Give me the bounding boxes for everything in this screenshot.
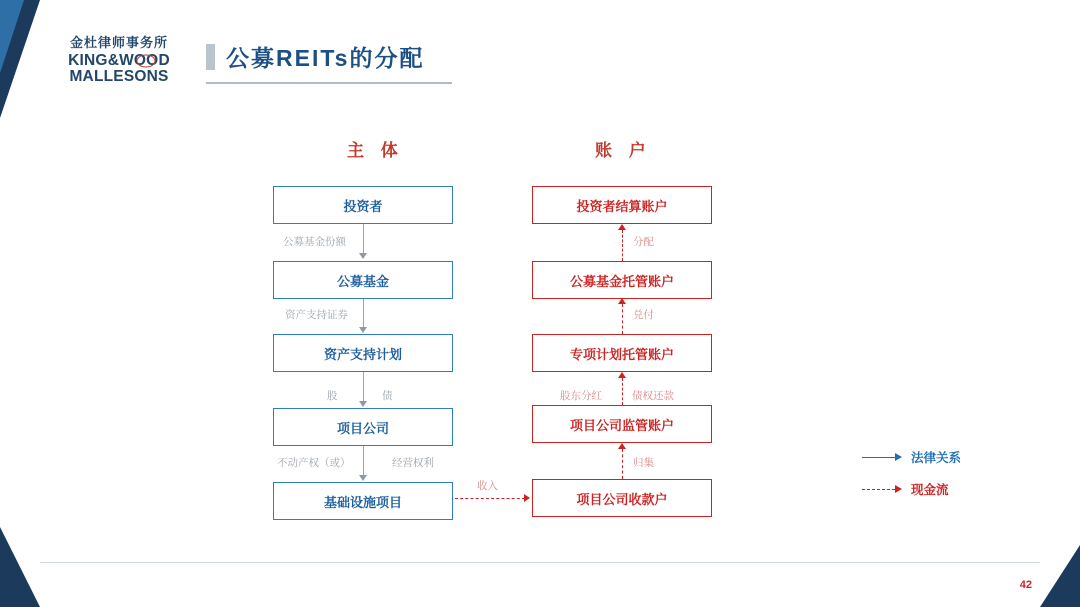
arrowhead-infra-to-recv xyxy=(524,494,530,502)
entity-box-investor[interactable]: 投资者 xyxy=(273,186,453,224)
legend-line-dashed-icon xyxy=(862,485,902,493)
account-box-fund-custody[interactable]: 公募基金托管账户 xyxy=(532,261,712,299)
column-header-entity: 主 体 xyxy=(347,141,404,160)
edge-label-abs-security: 资产支持证券 xyxy=(285,309,348,321)
legend-label-cash-flow: 现金流 xyxy=(911,483,949,497)
arrowhead-abs-to-projectco xyxy=(359,401,367,407)
edge-label-operating-right: 经营权利 xyxy=(392,457,434,469)
corner-decoration-bottom-right xyxy=(1040,545,1080,607)
edge-label-debt-repay: 债权还款 xyxy=(632,390,674,402)
arrowhead-planacct-to-fundacct xyxy=(618,298,626,304)
arrowhead-projcoacct-to-planacct xyxy=(618,372,626,378)
arrowhead-investor-to-fund xyxy=(359,253,367,259)
logo-chinese-name: 金杜律师事务所 xyxy=(69,35,168,50)
page-title xyxy=(206,40,424,73)
title-text: 公募REITs的分配 xyxy=(226,45,425,71)
logo-en-part-a: KING&W xyxy=(68,51,134,69)
connector-abs-to-projectco xyxy=(363,372,364,402)
logo-english-name-line1 xyxy=(55,53,183,69)
connector-planacct-to-fundacct xyxy=(622,304,623,334)
column-header-account: 账 户 xyxy=(595,141,652,160)
edge-label-collect: 归集 xyxy=(633,457,654,469)
edge-label-property-right: 不动产权（或） xyxy=(277,457,351,469)
edge-label-equity-dividend: 股东分红 xyxy=(560,390,602,402)
legend-line-solid-icon xyxy=(862,453,902,461)
edge-label-payment: 兑付 xyxy=(633,309,654,321)
edge-label-distribute: 分配 xyxy=(633,236,654,248)
arrowhead-fundacct-to-investoracct xyxy=(618,224,626,230)
account-box-investor-settlement[interactable]: 投资者结算账户 xyxy=(532,186,712,224)
entity-box-fund[interactable]: 公募基金 xyxy=(273,261,453,299)
account-box-project-company-receipts[interactable]: 项目公司收款户 xyxy=(532,479,712,517)
arrowhead-projectco-to-infra xyxy=(359,475,367,481)
logo-en-part-c: D xyxy=(158,51,170,69)
legend-item-cash-flow xyxy=(862,478,961,500)
connector-fund-to-abs xyxy=(363,299,364,328)
logo-english-name-line2: MALLESONS xyxy=(69,67,169,85)
connector-fundacct-to-investoracct xyxy=(622,230,623,261)
connector-recv-to-projcoacct xyxy=(622,449,623,479)
entity-box-project-company[interactable]: 项目公司 xyxy=(273,408,453,446)
page-number: 42 xyxy=(1019,579,1032,591)
account-box-plan-custody[interactable]: 专项计划托管账户 xyxy=(532,334,712,372)
legend-item-legal-relation xyxy=(862,446,961,468)
arrowhead-recv-to-projcoacct xyxy=(618,443,626,449)
connector-investor-to-fund xyxy=(363,224,364,254)
legend-label-legal-relation: 法律关系 xyxy=(911,451,962,465)
connector-infra-to-recv xyxy=(455,498,525,499)
connector-projectco-to-infra xyxy=(363,446,364,476)
corner-decoration-bottom-left xyxy=(0,527,40,607)
title-accent-bar xyxy=(206,44,215,70)
logo-oo-mark: OO xyxy=(133,51,159,69)
edge-label-fund-share: 公募基金份额 xyxy=(283,236,346,248)
account-box-project-company-supervision[interactable]: 项目公司监管账户 xyxy=(532,405,712,443)
entity-box-abs-plan[interactable]: 资产支持计划 xyxy=(273,334,453,372)
legend xyxy=(862,446,961,510)
connector-projcoacct-to-planacct xyxy=(622,378,623,405)
edge-label-income: 收入 xyxy=(477,480,498,492)
edge-label-debt: 债 xyxy=(382,390,393,402)
entity-box-infrastructure-project[interactable]: 基础设施项目 xyxy=(273,482,453,520)
firm-logo xyxy=(55,36,183,85)
edge-label-equity: 股 xyxy=(327,390,338,402)
footer-divider xyxy=(40,562,1040,563)
title-underline xyxy=(206,82,452,84)
arrowhead-fund-to-abs xyxy=(359,327,367,333)
